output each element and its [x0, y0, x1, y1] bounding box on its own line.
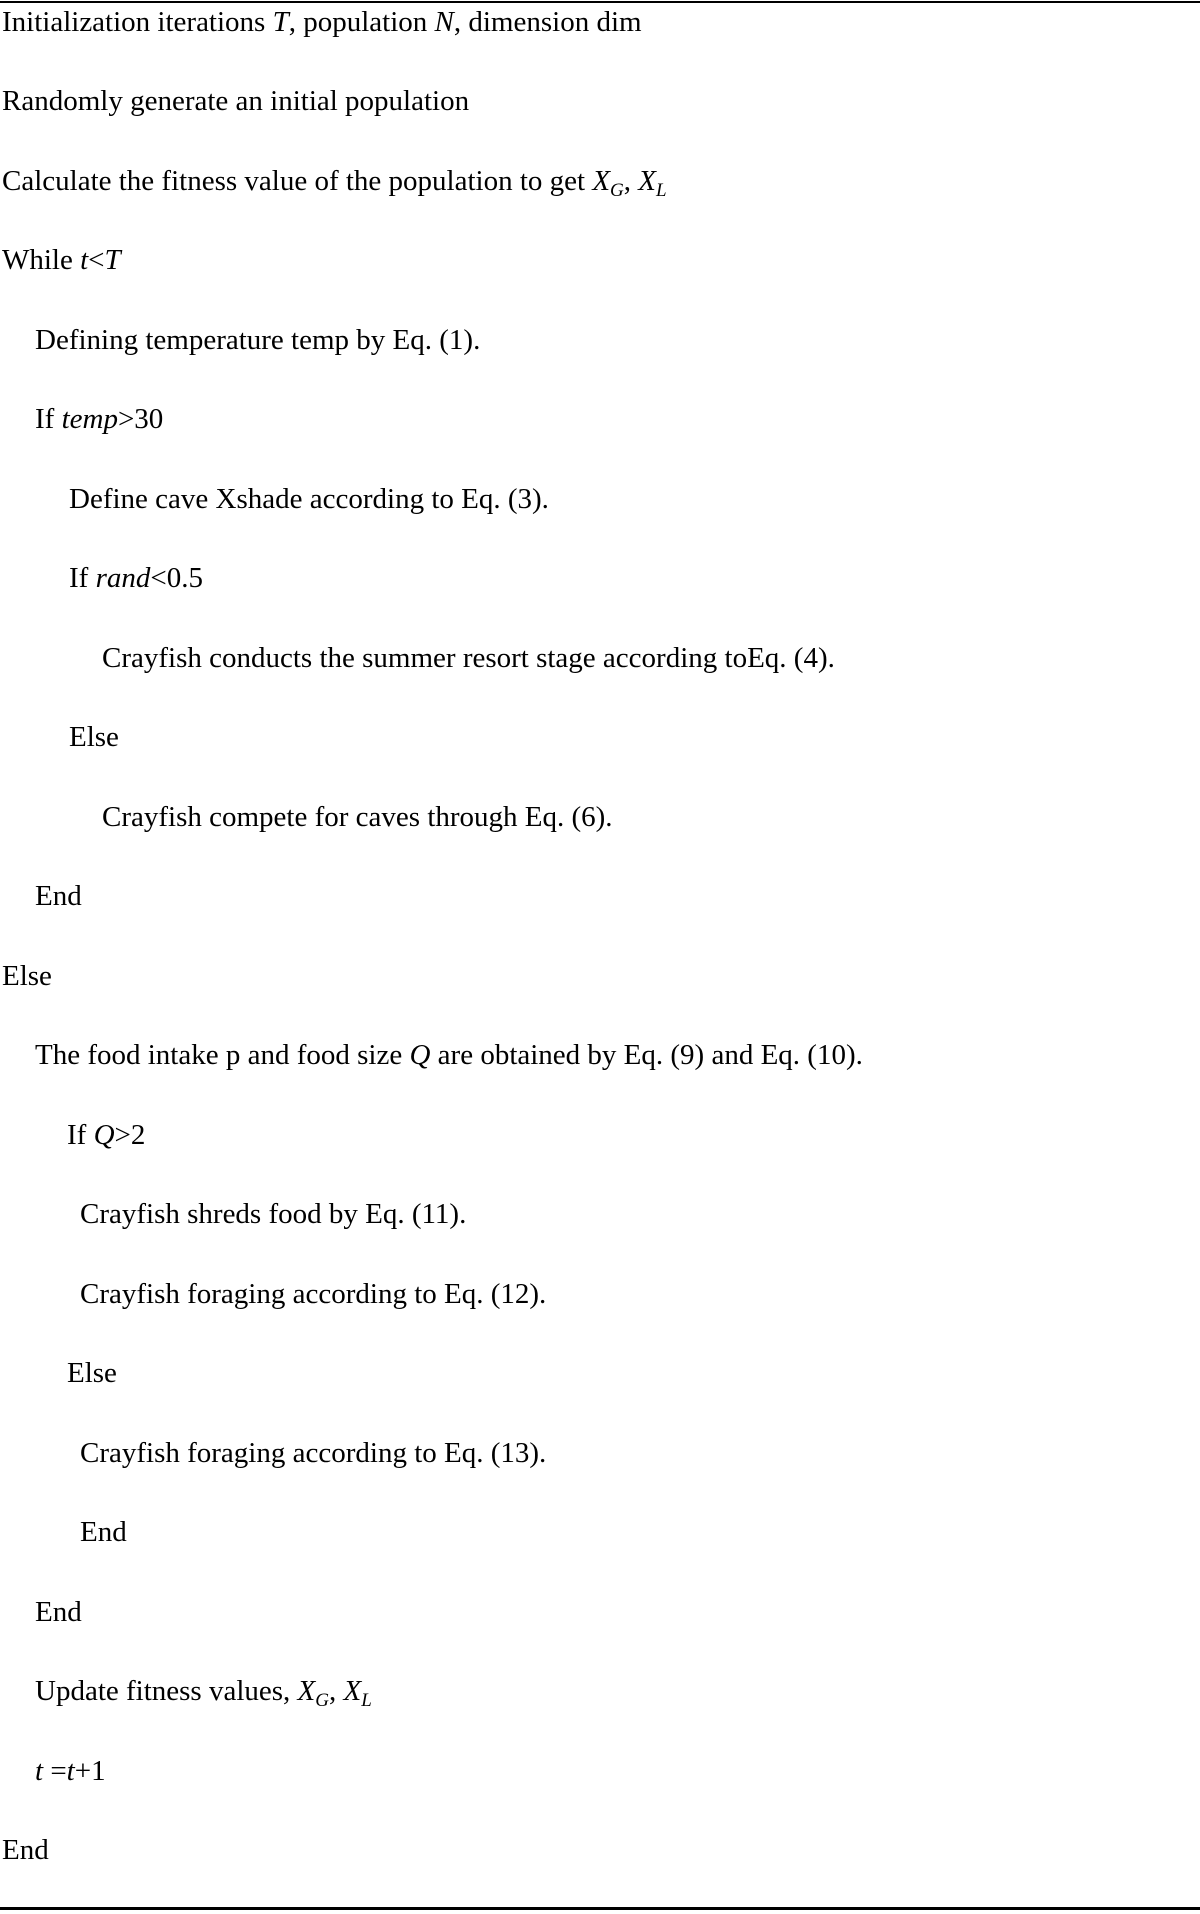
- algo-segment: t: [66, 1755, 75, 1787]
- algo-segment: Else: [67, 1357, 117, 1389]
- algo-segment: +1: [74, 1755, 106, 1787]
- algo-line-21: [35, 1592, 82, 1632]
- algo-segment: Update fitness values,: [35, 1675, 298, 1707]
- algo-line-1: [2, 2, 642, 42]
- algo-segment: Q: [409, 1039, 431, 1071]
- algo-segment: , dimension dim: [453, 6, 642, 38]
- algo-segment: The food intake p and food size: [35, 1039, 410, 1071]
- algo-segment: End: [35, 1596, 82, 1628]
- algo-line-19: [80, 1433, 546, 1473]
- algo-line-6: [35, 399, 163, 439]
- algo-segment: Else: [69, 721, 119, 753]
- algo-segment: X: [297, 1675, 316, 1707]
- algo-segment: Crayfish compete for caves through Eq. (6).: [102, 801, 613, 833]
- algo-segment: ,: [623, 165, 639, 197]
- algo-segment: End: [80, 1516, 127, 1548]
- algo-segment: N: [434, 6, 454, 38]
- algo-segment: =: [43, 1755, 67, 1787]
- algo-segment: t: [35, 1755, 44, 1787]
- algo-segment: Crayfish shreds food by Eq. (11).: [80, 1198, 467, 1230]
- algo-segment: Defining temperature temp by Eq. (1).: [35, 324, 481, 356]
- algo-segment: If: [67, 1119, 94, 1151]
- algo-segment: Calculate the fitness value of the population to get: [2, 165, 593, 197]
- algo-line-20: [80, 1512, 127, 1552]
- algo-segment: are obtained by Eq. (9) and Eq. (10).: [430, 1039, 863, 1071]
- algo-segment: <0.5: [150, 562, 203, 594]
- algo-segment: If: [35, 403, 62, 435]
- algo-segment: temp: [61, 403, 118, 435]
- algo-segment: If: [69, 562, 96, 594]
- algo-line-8: [69, 558, 203, 598]
- algo-segment: Initialization iterations: [2, 6, 273, 38]
- algo-segment: L: [361, 1690, 372, 1711]
- algo-segment: Randomly generate an initial population: [2, 85, 470, 117]
- algo-segment: Define cave Xshade according to Eq. (3).: [69, 483, 549, 515]
- algo-segment: G: [315, 1690, 329, 1711]
- algo-line-9: [102, 638, 835, 678]
- algo-segment: Crayfish foraging according to Eq. (12).: [80, 1278, 547, 1310]
- algo-segment: L: [655, 180, 667, 201]
- algo-segment: X: [343, 1675, 362, 1707]
- algo-line-24: [2, 1830, 49, 1870]
- algo-line-7: [69, 479, 549, 519]
- algo-segment: ,: [329, 1675, 344, 1707]
- algo-segment: , population: [288, 6, 435, 38]
- algo-segment: >2: [114, 1119, 146, 1151]
- algo-segment: X: [638, 165, 656, 197]
- algo-line-17: [80, 1274, 546, 1314]
- algo-line-23: [35, 1751, 106, 1791]
- algo-line-3: [2, 161, 667, 201]
- algo-line-5: [35, 320, 480, 360]
- algo-segment: t: [80, 244, 89, 276]
- algo-line-10: [69, 717, 119, 757]
- algo-line-15: [67, 1115, 145, 1155]
- algo-segment: X: [592, 165, 611, 197]
- algo-segment: Q: [93, 1119, 115, 1151]
- algo-segment: Else: [2, 960, 52, 992]
- algo-line-4: [2, 240, 121, 280]
- algo-line-2: [2, 81, 469, 121]
- bottom-rule: [0, 1907, 1200, 1910]
- algo-segment: T: [272, 6, 289, 38]
- algo-line-18: [67, 1353, 117, 1393]
- algo-segment: While: [2, 244, 81, 276]
- algo-segment: Crayfish conducts the summer resort stage according toEq. (4).: [102, 642, 835, 674]
- algo-line-14: [35, 1035, 863, 1075]
- algo-line-16: [80, 1194, 466, 1234]
- algo-line-22: [35, 1671, 372, 1711]
- algo-line-12: [35, 876, 82, 916]
- algo-segment: G: [610, 180, 624, 201]
- algo-segment: <: [88, 244, 105, 276]
- algo-line-13: [2, 956, 52, 996]
- algo-segment: T: [104, 244, 121, 276]
- algo-segment: Crayfish foraging according to Eq. (13).: [80, 1437, 547, 1469]
- algo-segment: End: [2, 1834, 49, 1866]
- algo-segment: rand: [95, 562, 151, 594]
- algo-segment: >30: [117, 403, 164, 435]
- algo-line-11: [102, 797, 613, 837]
- algo-segment: End: [35, 880, 82, 912]
